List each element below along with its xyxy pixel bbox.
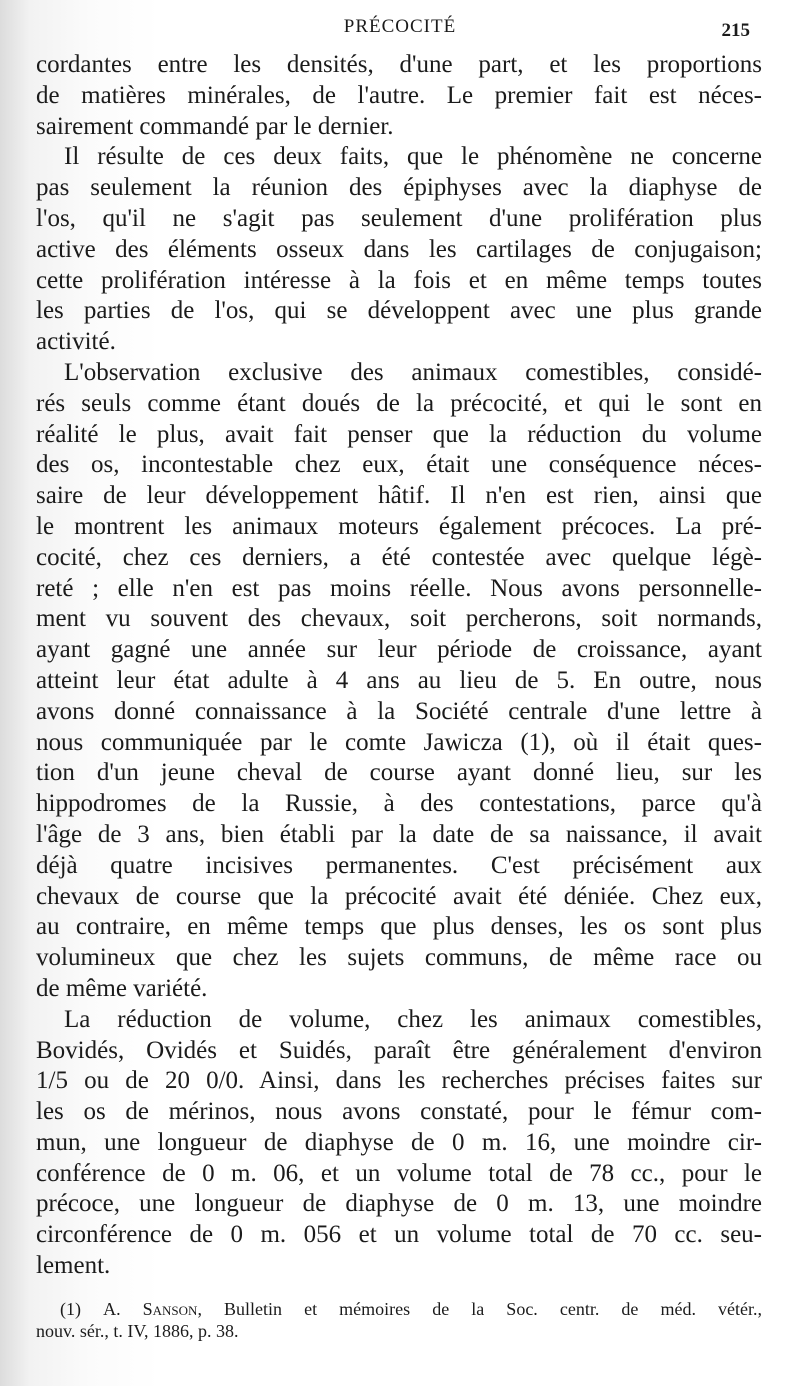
- text-line: saire de leur développement hâtif. Il n'en est rien, ainsi que: [36, 482, 762, 510]
- text-line: L'observation exclusive des animaux comestibles, considé-: [64, 358, 762, 386]
- footnote-line: [36, 1298, 762, 1320]
- text-line: lement.: [36, 1252, 111, 1280]
- text-line: les parties de l'os, qui se développent avec une plus grande: [36, 297, 762, 325]
- text-line: hippodromes de la Russie, à des contestations, parce qu'à: [36, 790, 762, 818]
- text-line: 1/5 ou de 20 0/0. Ainsi, dans les recherches précises faites sur: [36, 1067, 762, 1095]
- text-line: circonférence de 0 m. 056 et un volume total de 70 cc. seu-: [36, 1221, 762, 1249]
- text-line: sairement commandé par le dernier.: [36, 112, 394, 140]
- text-line: chevaux de course que la précocité avait été déniée. Chez eux,: [36, 882, 762, 910]
- text-line: conférence de 0 m. 06, et un volume total de 78 cc., pour le: [36, 1159, 762, 1187]
- text-line: de matières minérales, de l'autre. Le premier fait est néces-: [36, 81, 762, 109]
- text-line: nous communiquée par le comte Jawicza (1), où il était ques-: [36, 728, 762, 756]
- text-line: avons donné connaissance à la Société centrale d'une lettre à: [36, 697, 762, 725]
- text-line: mun, une longueur de diaphyse de 0 m. 16, une moindre cir-: [36, 1128, 762, 1156]
- text-line: le montrent les animaux moteurs également précoces. La pré-: [36, 512, 762, 540]
- text-line: de même variété.: [36, 974, 208, 1002]
- text-line: ayant gagné une année sur leur période de croissance, ayant: [36, 636, 762, 664]
- page-number: 215: [721, 20, 750, 41]
- text-line: tion d'un jeune cheval de course ayant donné lieu, sur les: [36, 759, 762, 787]
- text-line: Il résulte de ces deux faits, que le phénomène ne concerne: [64, 143, 762, 171]
- running-title: PRÉCOCITÉ: [343, 16, 457, 37]
- text-line: au contraire, en même temps que plus denses, les os sont plus: [36, 913, 762, 941]
- text-line: La réduction de volume, chez les animaux comestibles,: [64, 1005, 762, 1033]
- text-line: rés seuls comme étant doués de la précocité, et qui le sont en: [36, 389, 762, 417]
- text-line: Bovidés, Ovidés et Suidés, paraît être généralement d'environ: [36, 1036, 762, 1064]
- text-line: des os, incontestable chez eux, était une conséquence néces-: [36, 451, 762, 479]
- text-line: activité.: [36, 328, 116, 356]
- text-line: pas seulement la réunion des épiphyses avec la diaphyse de: [36, 174, 762, 202]
- footnote-line: nouv. sér., t. IV, 1886, p. 38.: [36, 1321, 239, 1341]
- text-line: l'os, qu'il ne s'agit pas seulement d'une prolifération plus: [36, 204, 762, 232]
- text-line: réalité le plus, avait fait penser que la réduction du volume: [36, 420, 762, 448]
- text-line: déjà quatre incisives permanentes. C'est précisément aux: [36, 851, 762, 879]
- footnote-citation: , Bulletin et mémoires de la Soc. centr. de méd. vétér.,: [197, 1299, 763, 1319]
- footnote-marker: (1): [60, 1299, 81, 1319]
- footnote-author: A. Sanson: [103, 1299, 198, 1319]
- text-line: précoce, une longueur de diaphyse de 0 m. 13, une moindre: [36, 1190, 762, 1218]
- text-line: reté ; elle n'en est pas moins réelle. Nous avons personnelle-: [36, 574, 762, 602]
- text-line: l'âge de 3 ans, bien établi par la date de sa naissance, il avait: [36, 820, 762, 848]
- text-line: volumineux que chez les sujets communs, de même race ou: [36, 944, 762, 972]
- text-line: les os de mérinos, nous avons constaté, pour le fémur com-: [36, 1098, 762, 1126]
- footnote: [36, 1298, 762, 1342]
- text-line: cocité, chez ces derniers, a été contestée avec quelque légè-: [36, 543, 762, 571]
- body-text: [36, 50, 762, 1282]
- text-line: atteint leur état adulte à 4 ans au lieu de 5. En outre, nous: [36, 666, 762, 694]
- running-head: [0, 16, 800, 44]
- text-line: cordantes entre les densités, d'une part, et les proportions: [36, 51, 762, 78]
- text-line: cette prolifération intéresse à la fois et en même temps toutes: [36, 266, 762, 294]
- text-line: active des éléments osseux dans les cartilages de conjugaison;: [36, 235, 762, 263]
- text-line: ment vu souvent des chevaux, soit percherons, soit normands,: [36, 605, 762, 633]
